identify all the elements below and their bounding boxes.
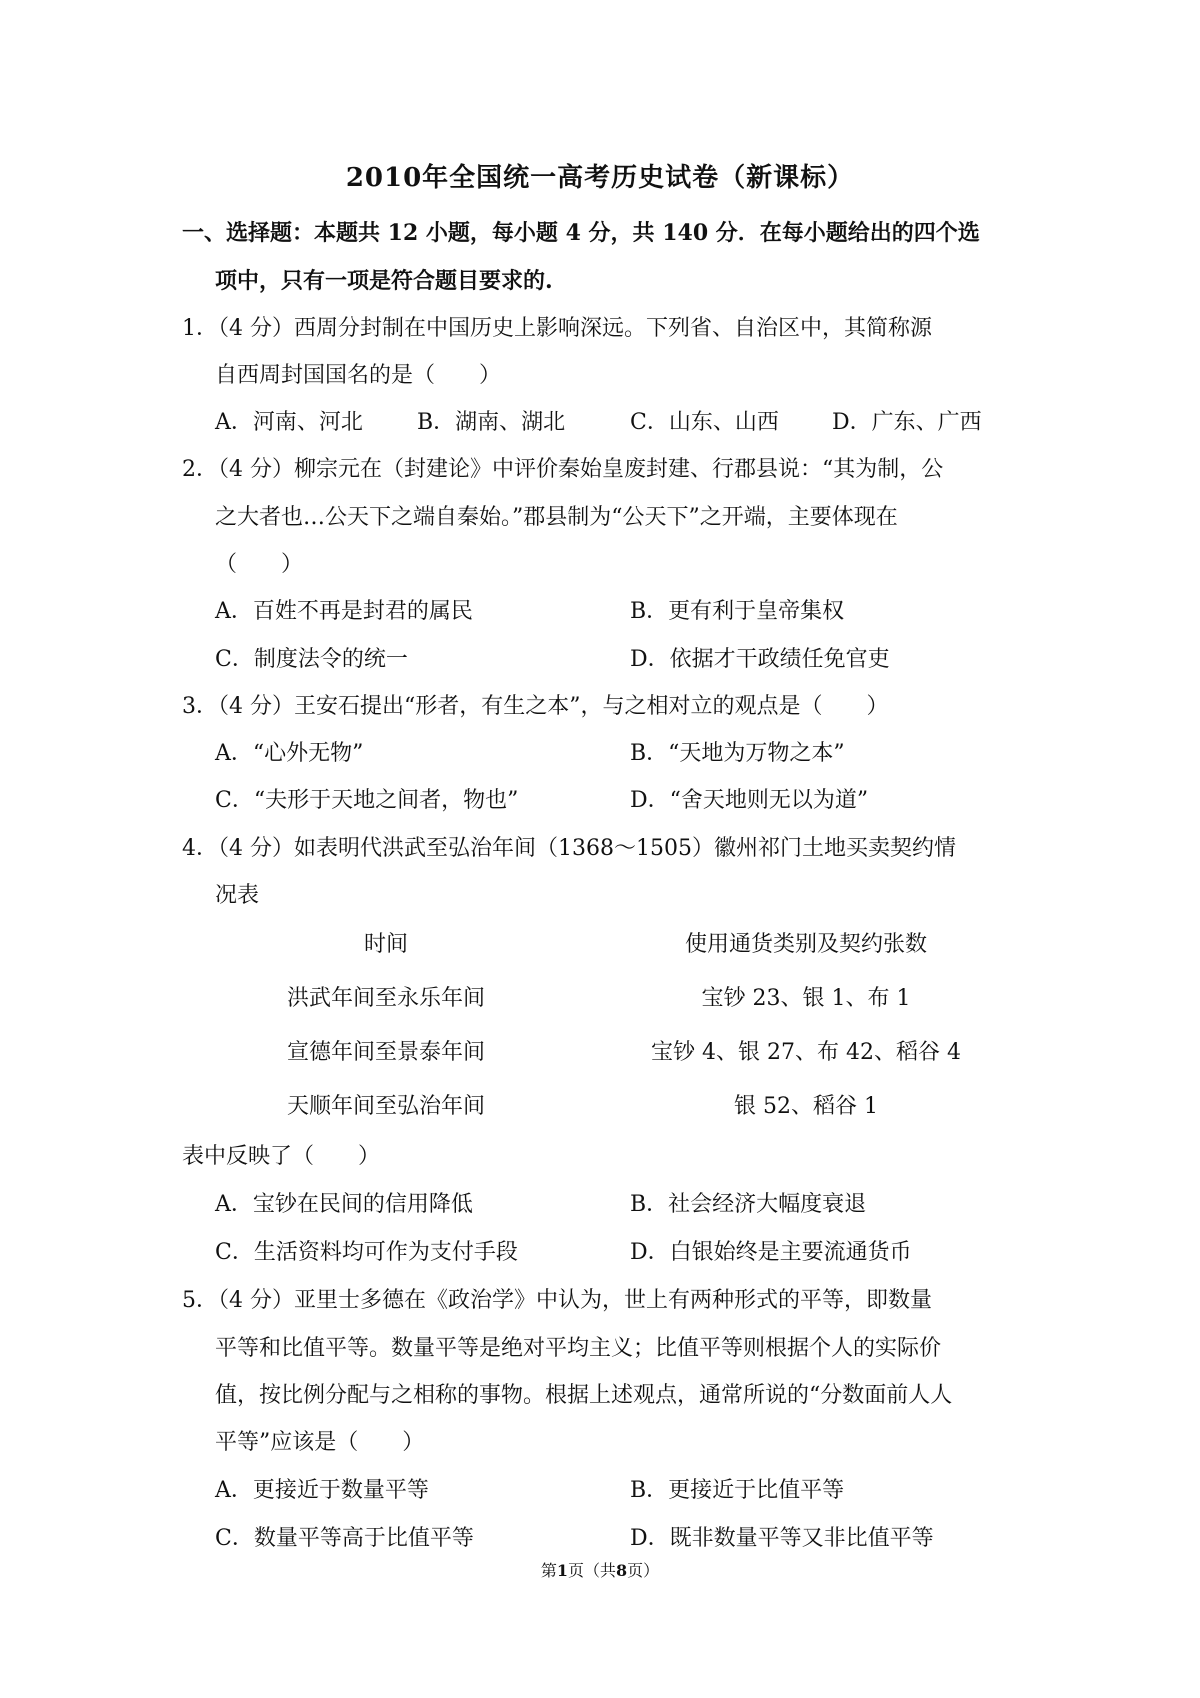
q5-option-b: B．更接近于比值平等	[630, 1478, 845, 1503]
table-cell-row1-currency: 宝钞 23、银 1、布 1	[701, 986, 911, 1011]
q2-stem-line-3: （ ）	[215, 552, 304, 577]
footer-page-number: 1	[556, 1561, 568, 1580]
q5-option-d: D．既非数量平等又非比值平等	[630, 1526, 934, 1551]
table-cell-row2-time: 宣德年间至景泰年间	[286, 1040, 486, 1065]
q4-stem-line-3: 表中反映了（ ）	[182, 1144, 381, 1169]
q1-option-b: B．湖南、湖北	[417, 410, 566, 435]
q1-stem-line-2: 自西周封国国名的是（ ）	[215, 363, 502, 388]
q3-option-d: D．“舍天地则无以为道”	[630, 788, 869, 813]
q5-option-a: A．更接近于数量平等	[215, 1478, 429, 1503]
q4-stem-line-1: 4．（4 分）如表明代洪武至弘治年间（1368～1505）徽州祁门土地买卖契约情	[182, 836, 956, 861]
q2-stem-line-1: 2．（4 分）柳宗元在（封建论》中评价秦始皇废封建、行郡县说：“其为制，公	[182, 457, 944, 482]
footer-prefix: 第	[540, 1561, 557, 1580]
q4-option-c: C．生活资料均可作为支付手段	[215, 1240, 518, 1265]
q4-stem-line-2: 况表	[215, 883, 260, 908]
q5-stem-line-1: 5．（4 分）亚里士多德在《政治学》中认为，世上有两种形式的平等，即数量	[182, 1288, 932, 1313]
q5-option-c: C．数量平等高于比值平等	[215, 1526, 474, 1551]
footer-middle: 页（共	[567, 1561, 616, 1580]
q5-stem-line-4: 平等”应该是（ ）	[215, 1430, 425, 1455]
table-cell-row2-currency: 宝钞 4、银 27、布 42、稻谷 4	[651, 1040, 961, 1065]
q1-option-a: A．河南、河北	[215, 410, 363, 435]
q3-stem-line-1: 3．（4 分）王安石提出“形者，有生之本”，与之相对立的观点是（ ）	[182, 694, 889, 719]
table-header-currency: 使用通货类别及契约张数	[684, 932, 928, 957]
q3-option-a: A．“心外无物”	[215, 741, 364, 766]
footer-suffix: 页）	[627, 1561, 660, 1580]
table-cell-row3-time: 天顺年间至弘治年间	[286, 1094, 486, 1119]
section-heading-line-2: 项中，只有一项是符合题目要求的.	[215, 268, 553, 294]
section-heading-line-1: 一、选择题：本题共 12 小题，每小题 4 分，共 140 分．在每小题给出的四个选	[182, 220, 980, 246]
q2-option-a: A．百姓不再是封君的属民	[215, 599, 473, 624]
table-cell-row3-currency: 银 52、稻谷 1	[734, 1094, 878, 1119]
table-cell-row1-time: 洪武年间至永乐年间	[286, 986, 486, 1011]
q2-option-b: B．更有利于皇帝集权	[630, 599, 845, 624]
page-title: 2010年全国统一高考历史试卷（新课标）	[345, 163, 855, 193]
table-header-time: 时间	[363, 932, 409, 957]
footer-total-pages: 8	[616, 1561, 628, 1580]
q4-option-a: A．宝钞在民间的信用降低	[215, 1192, 473, 1217]
q3-option-b: B．“天地为万物之本”	[630, 741, 845, 766]
q5-stem-line-3: 值，按比例分配与之相称的事物。根据上述观点，通常所说的“分数面前人人	[215, 1383, 953, 1408]
q1-option-d: D．广东、广西	[832, 410, 982, 435]
q2-option-d: D．依据才干政绩任免官吏	[630, 647, 890, 672]
page-footer	[0, 1558, 1200, 1581]
q2-option-c: C．制度法令的统一	[215, 647, 408, 672]
q1-stem-line-1: 1．（4 分）西周分封制在中国历史上影响深远。下列省、自治区中，其简称源	[182, 316, 932, 341]
q4-option-b: B．社会经济大幅度衰退	[630, 1192, 867, 1217]
q1-option-c: C．山东、山西	[630, 410, 779, 435]
q2-stem-line-2: 之大者也…公天下之端自秦始。”郡县制为“公天下”之开端，主要体现在	[215, 505, 898, 530]
q5-stem-line-2: 平等和比值平等。数量平等是绝对平均主义；比值平等则根据个人的实际价	[215, 1336, 942, 1361]
q3-option-c: C．“夫形于天地之间者，物也”	[215, 788, 519, 813]
q4-option-d: D．白银始终是主要流通货币	[630, 1240, 912, 1265]
